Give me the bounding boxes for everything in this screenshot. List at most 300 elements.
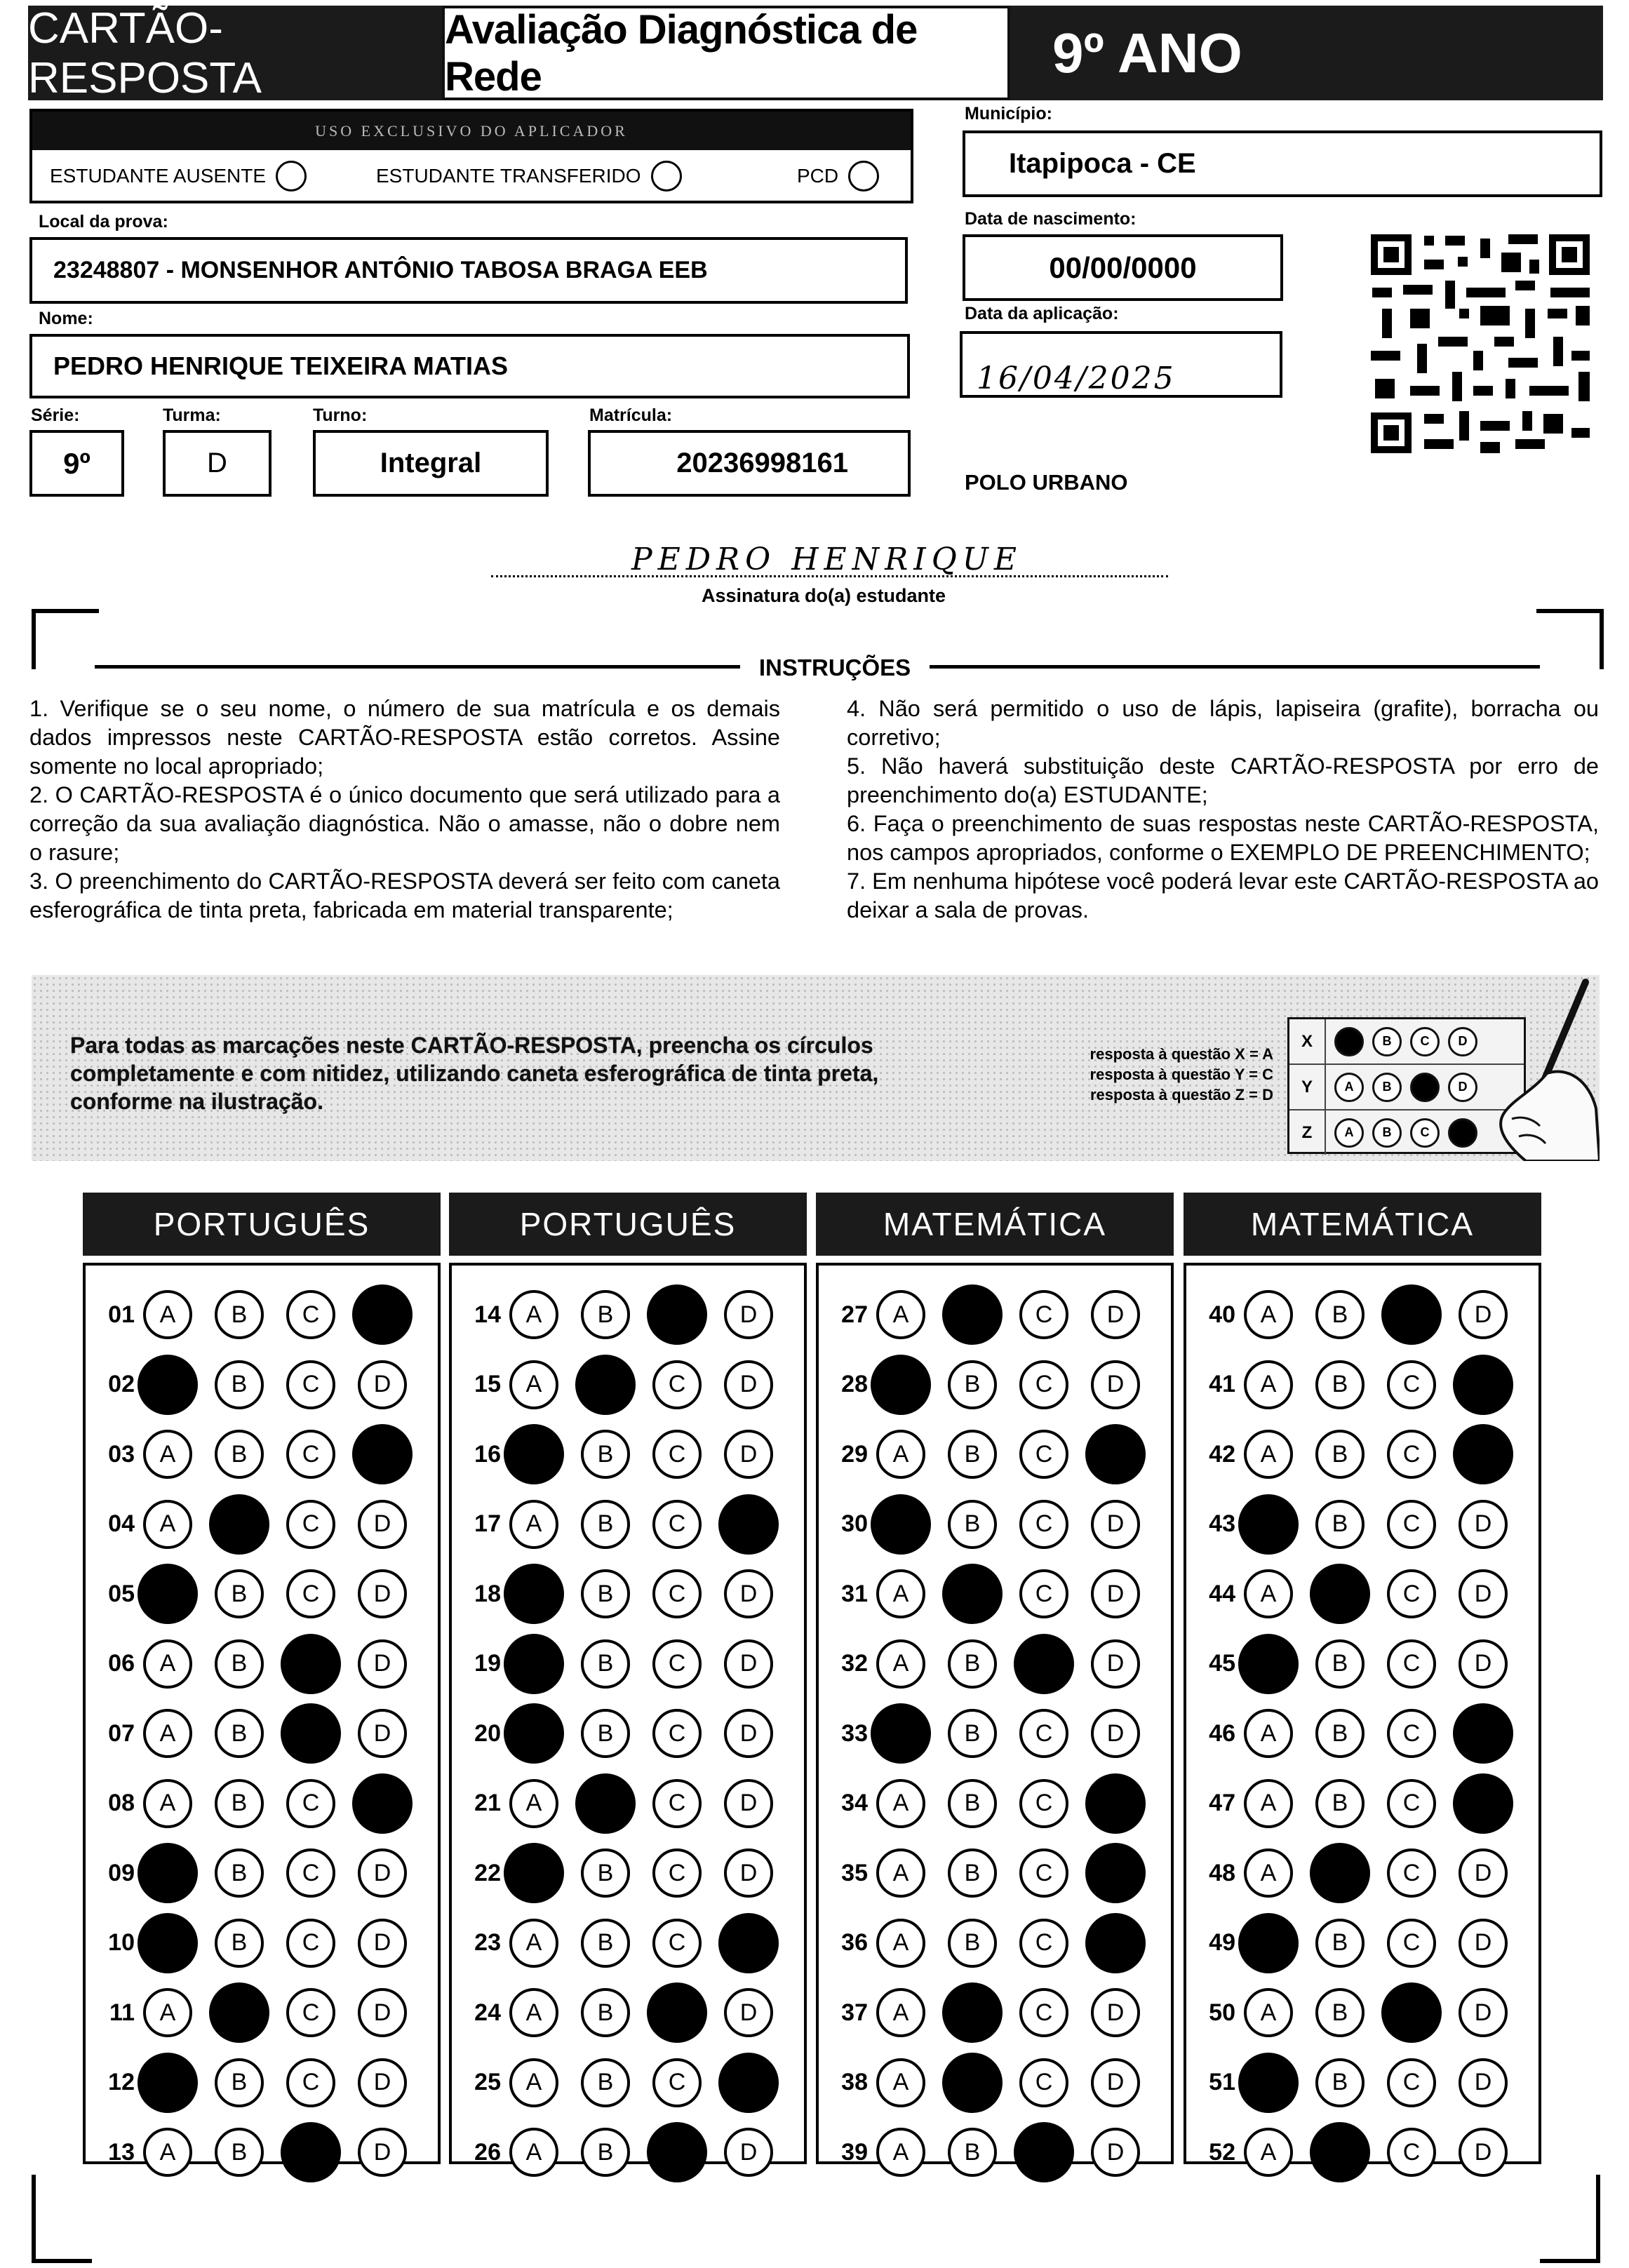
question-number: 28 — [841, 1371, 868, 1397]
answer-bubble-b[interactable]: B — [215, 1639, 264, 1689]
answer-bubble-d[interactable]: D — [724, 1569, 773, 1618]
answer-bubble-a[interactable]: A — [1244, 1709, 1293, 1758]
answer-bubble-b[interactable]: B — [948, 1360, 997, 1409]
answer-bubble-c[interactable]: C — [1019, 2058, 1068, 2107]
answer-bubble-d[interactable]: D — [1091, 1988, 1140, 2037]
answer-bubble-a[interactable]: A — [1244, 1430, 1293, 1479]
answer-bubble-d[interactable]: D — [1091, 2128, 1140, 2177]
answer-bubble-c[interactable]: C — [1387, 1430, 1436, 1479]
question-row — [86, 1915, 438, 1971]
answer-bubble-c[interactable]: C — [652, 1709, 702, 1758]
answer-bubble-d-filled[interactable] — [1453, 1355, 1513, 1415]
answer-bubble-a-filled[interactable] — [504, 1843, 564, 1903]
answer-bubble-b[interactable]: B — [581, 1639, 630, 1689]
answer-bubble-d[interactable]: D — [358, 1919, 407, 1968]
answer-bubble-a[interactable]: A — [876, 1988, 925, 2037]
answer-bubble-a[interactable]: A — [876, 1290, 925, 1339]
answer-bubble-b[interactable]: B — [948, 1919, 997, 1968]
answer-bubble-b[interactable]: B — [1315, 1639, 1365, 1689]
answer-bubble-b-filled[interactable] — [575, 1773, 636, 1834]
answer-bubble-b[interactable]: B — [581, 1569, 630, 1618]
answer-bubble-c[interactable]: C — [286, 1919, 335, 1968]
answer-bubble-b[interactable]: B — [1315, 1988, 1365, 2037]
example-bubble-c: C — [1410, 1118, 1440, 1148]
answer-bubble-a[interactable]: A — [509, 1779, 558, 1828]
answer-bubble-d[interactable]: D — [1459, 2058, 1508, 2107]
answer-column — [83, 1263, 441, 2164]
answer-bubble-d[interactable]: D — [1459, 1569, 1508, 1618]
answer-bubble-c[interactable]: C — [1387, 1779, 1436, 1828]
answer-bubble-d-filled[interactable] — [1085, 1773, 1146, 1834]
question-row — [452, 2055, 804, 2111]
instruction-2: 2. O CARTÃO-RESPOSTA é o único documento que será utilizado para a correção da sua avaliação diagnóstica. Não o amasse, não o dobre nem o rasure; — [29, 782, 780, 865]
example-legend-y: resposta à questão Y = C — [1090, 1066, 1273, 1083]
answer-bubble-d[interactable]: D — [358, 1988, 407, 2037]
answer-bubble-c[interactable]: C — [1019, 1988, 1068, 2037]
instruction-1: 1. Verifique se o seu nome, o número de sua matrícula e os demais dados impressos neste CARTÃO-RESPOSTA estão corretos. Assine somente no local apropriado; — [29, 696, 780, 779]
answer-bubble-d[interactable]: D — [724, 1779, 773, 1828]
answer-bubble-d-filled[interactable] — [1453, 1773, 1513, 1834]
answer-bubble-b-filled[interactable] — [1310, 1564, 1370, 1624]
answer-bubble-a[interactable]: A — [876, 1919, 925, 1968]
question-row — [819, 1985, 1171, 2041]
answer-bubble-d-filled[interactable] — [1453, 1703, 1513, 1764]
answer-bubble-a[interactable]: A — [876, 1779, 925, 1828]
question-row — [819, 1776, 1171, 1832]
answer-bubble-a[interactable]: A — [876, 1639, 925, 1689]
grade-title: 9º ANO — [1010, 6, 1603, 100]
question-number: 03 — [108, 1440, 135, 1468]
turno-label: Turno: — [313, 405, 368, 425]
answer-bubble-d[interactable]: D — [358, 1848, 407, 1898]
question-number: 21 — [474, 1790, 501, 1816]
answer-bubble-c[interactable]: C — [652, 1779, 702, 1828]
answer-bubble-d[interactable]: D — [724, 1430, 773, 1479]
answer-bubble-d[interactable]: D — [358, 1500, 407, 1549]
answer-bubble-d[interactable]: D — [724, 1290, 773, 1339]
question-number: 17 — [474, 1510, 501, 1537]
answer-bubble-b[interactable]: B — [1315, 1360, 1365, 1409]
question-number: 25 — [474, 2069, 501, 2095]
answer-bubble-b[interactable]: B — [215, 1430, 264, 1479]
answer-bubble-b-filled[interactable] — [942, 1982, 1003, 2043]
answer-bubble-c[interactable]: C — [1019, 1779, 1068, 1828]
question-number: 06 — [108, 1650, 135, 1677]
example-legend-z: resposta à questão Z = D — [1090, 1086, 1273, 1103]
answer-bubble-c-filled[interactable] — [1381, 1284, 1442, 1345]
answer-bubble-c[interactable]: C — [1019, 1290, 1068, 1339]
question-row — [1186, 1566, 1538, 1622]
answer-bubble-a-filled[interactable] — [504, 1424, 564, 1484]
answer-bubble-c[interactable]: C — [1019, 1919, 1068, 1968]
question-number: 52 — [1209, 2138, 1235, 2166]
question-row — [86, 1636, 438, 1692]
question-row — [1186, 1287, 1538, 1343]
answer-bubble-b[interactable]: B — [215, 2128, 264, 2177]
answer-bubble-d[interactable]: D — [358, 1360, 407, 1409]
answer-bubble-c-filled[interactable] — [281, 2122, 341, 2182]
local-label: Local da prova: — [39, 212, 168, 232]
answer-bubble-b-filled[interactable] — [942, 1284, 1003, 1345]
answer-bubble-c[interactable]: C — [652, 1500, 702, 1549]
answer-bubble-b[interactable]: B — [581, 1988, 630, 2037]
question-number: 16 — [474, 1440, 501, 1468]
answer-bubble-a[interactable]: A — [876, 1430, 925, 1479]
question-number: 41 — [1209, 1371, 1235, 1397]
question-row — [452, 1496, 804, 1552]
answer-bubble-d[interactable]: D — [1459, 1919, 1508, 1968]
instruction-7: 7. Em nenhuma hipótese você poderá levar este CARTÃO-RESPOSTA ao deixar a sala de provas. — [847, 868, 1599, 922]
answer-bubble-a[interactable]: A — [876, 2058, 925, 2107]
pcd-radio[interactable] — [848, 161, 879, 192]
answer-bubble-d-filled[interactable] — [352, 1424, 413, 1484]
answer-bubble-b[interactable]: B — [581, 1709, 630, 1758]
question-number: 10 — [108, 1929, 135, 1956]
question-row — [819, 1496, 1171, 1552]
answer-bubble-c[interactable]: C — [286, 2058, 335, 2107]
answer-bubble-b-filled[interactable] — [942, 1564, 1003, 1624]
question-row — [819, 2124, 1171, 2180]
question-number: 27 — [841, 1301, 868, 1328]
answer-bubble-a-filled[interactable] — [138, 1843, 198, 1903]
transferred-option[interactable] — [376, 161, 682, 192]
question-row — [452, 1357, 804, 1413]
answer-bubble-a[interactable]: A — [1244, 1848, 1293, 1898]
example-row-label: X — [1289, 1019, 1326, 1063]
answer-bubble-c-filled[interactable] — [1014, 1634, 1074, 1694]
answer-bubble-b-filled[interactable] — [209, 1982, 269, 2043]
question-number: 11 — [109, 1999, 135, 2026]
answer-bubble-a[interactable]: A — [1244, 1779, 1293, 1828]
question-row — [86, 1845, 438, 1901]
answer-bubble-d[interactable]: D — [1091, 1290, 1140, 1339]
answer-bubble-a-filled[interactable] — [1238, 1634, 1299, 1694]
answer-bubble-c[interactable]: C — [652, 1919, 702, 1968]
answer-bubble-d-filled[interactable] — [352, 1773, 413, 1834]
answer-bubble-a-filled[interactable] — [504, 1634, 564, 1694]
application-date-handwritten: 16/04/2025 — [977, 361, 1176, 396]
question-number: 22 — [474, 1859, 501, 1886]
answer-bubble-b[interactable]: B — [215, 1709, 264, 1758]
answer-bubble-a[interactable]: A — [876, 2128, 925, 2177]
answer-bubble-a-filled[interactable] — [138, 2053, 198, 2113]
question-row — [452, 1705, 804, 1762]
answer-bubble-a-filled[interactable] — [1238, 1913, 1299, 1973]
answer-bubble-a[interactable]: A — [876, 1848, 925, 1898]
answer-bubble-d[interactable]: D — [1459, 2128, 1508, 2177]
question-number: 07 — [108, 1719, 135, 1747]
answer-bubble-c[interactable]: C — [652, 1360, 702, 1409]
answer-bubble-a-filled[interactable] — [871, 1494, 931, 1555]
answer-bubble-b[interactable]: B — [215, 1290, 264, 1339]
subject-header: MATEMÁTICA — [1184, 1193, 1541, 1256]
answer-bubble-c[interactable]: C — [286, 1430, 335, 1479]
answer-bubble-b-filled[interactable] — [1310, 1843, 1370, 1903]
answer-bubble-b[interactable]: B — [581, 1848, 630, 1898]
example-bubble-d: D — [1448, 1118, 1477, 1148]
answer-bubble-c[interactable]: C — [286, 1569, 335, 1618]
answer-bubble-d[interactable]: D — [358, 2058, 407, 2107]
answer-bubble-c[interactable]: C — [286, 1290, 335, 1339]
answer-bubble-b[interactable]: B — [581, 1500, 630, 1549]
official-use-box — [29, 109, 913, 203]
question-number: 37 — [841, 1999, 868, 2026]
answer-bubble-c[interactable]: C — [1387, 2128, 1436, 2177]
question-number: 38 — [841, 2069, 868, 2095]
answer-bubble-d[interactable]: D — [724, 1709, 773, 1758]
answer-bubble-d[interactable]: D — [1459, 1848, 1508, 1898]
question-row — [452, 1636, 804, 1692]
answer-bubble-b[interactable]: B — [1315, 1919, 1365, 1968]
example-bubble-d: D — [1448, 1027, 1477, 1056]
answer-bubble-c-filled[interactable] — [647, 1284, 707, 1345]
answer-bubble-b[interactable]: B — [581, 2128, 630, 2177]
answer-bubble-d-filled[interactable] — [718, 1494, 779, 1555]
example-row-label: Y — [1289, 1065, 1326, 1109]
question-row — [86, 1287, 438, 1343]
answer-bubble-d-filled[interactable] — [352, 1284, 413, 1345]
question-row — [1186, 1426, 1538, 1482]
transferred-radio[interactable] — [651, 161, 682, 192]
answer-bubble-c-filled[interactable] — [1381, 1982, 1442, 2043]
example-legend-x: resposta à questão X = A — [1090, 1045, 1273, 1063]
answer-bubble-c-filled[interactable] — [647, 2122, 707, 2182]
answer-bubble-c[interactable]: C — [1019, 1430, 1068, 1479]
answer-bubble-c[interactable]: C — [652, 1430, 702, 1479]
answer-bubble-c[interactable]: C — [652, 1639, 702, 1689]
answer-bubble-d-filled[interactable] — [1085, 1843, 1146, 1903]
answer-bubble-c[interactable]: C — [1387, 1709, 1436, 1758]
question-number: 32 — [841, 1650, 868, 1677]
answer-bubble-a[interactable]: A — [509, 2128, 558, 2177]
answer-bubble-d[interactable]: D — [1091, 2058, 1140, 2107]
answer-bubble-a-filled[interactable] — [871, 1703, 931, 1764]
answer-bubble-b[interactable]: B — [948, 1848, 997, 1898]
answer-bubble-a[interactable]: A — [509, 1988, 558, 2037]
answer-bubble-c[interactable]: C — [286, 1848, 335, 1898]
answer-bubble-d[interactable]: D — [1091, 1360, 1140, 1409]
answer-bubble-a[interactable]: A — [509, 1919, 558, 1968]
question-number: 50 — [1209, 1999, 1235, 2026]
answer-bubble-d[interactable]: D — [1459, 1639, 1508, 1689]
question-row — [1186, 1776, 1538, 1832]
question-number: 47 — [1209, 1790, 1235, 1816]
answer-bubble-d[interactable]: D — [724, 1639, 773, 1689]
question-row — [452, 1985, 804, 2041]
answer-bubble-d[interactable]: D — [358, 2128, 407, 2177]
answer-bubble-b[interactable]: B — [1315, 2058, 1365, 2107]
question-number: 12 — [108, 2069, 135, 2095]
answer-bubble-c[interactable]: C — [652, 1848, 702, 1898]
answer-bubble-a[interactable]: A — [143, 1709, 192, 1758]
answer-bubble-b[interactable]: B — [581, 1919, 630, 1968]
question-row — [819, 1357, 1171, 1413]
answer-bubble-b[interactable]: B — [215, 1360, 264, 1409]
question-number: 39 — [841, 2138, 868, 2166]
answer-bubble-c[interactable]: C — [1387, 1919, 1436, 1968]
answer-bubble-a-filled[interactable] — [138, 1913, 198, 1973]
answer-bubble-c[interactable]: C — [1387, 1848, 1436, 1898]
subject-header: PORTUGUÊS — [83, 1193, 441, 1256]
answer-bubble-b[interactable]: B — [581, 1430, 630, 1479]
answer-bubble-c[interactable]: C — [286, 1360, 335, 1409]
answer-bubble-d-filled[interactable] — [1453, 1424, 1513, 1484]
answer-bubble-b[interactable]: B — [948, 1779, 997, 1828]
answer-bubble-b-filled[interactable] — [575, 1355, 636, 1415]
answer-bubble-b-filled[interactable] — [209, 1494, 269, 1555]
answer-bubble-a-filled[interactable] — [1238, 1494, 1299, 1555]
answer-bubble-c[interactable]: C — [1019, 1848, 1068, 1898]
answer-bubble-a[interactable]: A — [509, 1360, 558, 1409]
instructions-right — [847, 695, 1599, 925]
example-legend — [958, 1044, 1273, 1105]
birth-field: 00/00/0000 — [963, 234, 1283, 301]
serie-field: 9º — [29, 430, 124, 497]
answer-bubble-d[interactable]: D — [724, 1360, 773, 1409]
answer-bubble-a[interactable]: A — [1244, 2128, 1293, 2177]
answer-bubble-b[interactable]: B — [948, 2128, 997, 2177]
answer-bubble-a[interactable]: A — [143, 2128, 192, 2177]
question-number: 46 — [1209, 1719, 1235, 1747]
question-number: 45 — [1209, 1650, 1235, 1677]
answer-bubble-a[interactable]: A — [143, 1988, 192, 2037]
answer-bubble-d[interactable]: D — [724, 1848, 773, 1898]
answer-bubble-d[interactable]: D — [1459, 1290, 1508, 1339]
answer-bubble-c[interactable]: C — [1387, 1569, 1436, 1618]
answer-bubble-b[interactable]: B — [581, 1290, 630, 1339]
answer-bubble-b[interactable]: B — [1315, 1709, 1365, 1758]
answer-bubble-a[interactable]: A — [143, 1639, 192, 1689]
signature-label: Assinatura do(a) estudante — [702, 585, 946, 606]
answer-bubble-c[interactable]: C — [286, 1779, 335, 1828]
answer-bubble-a-filled[interactable] — [504, 1564, 564, 1624]
answer-bubble-c[interactable]: C — [1387, 1360, 1436, 1409]
answer-bubble-b[interactable]: B — [1315, 1500, 1365, 1549]
example-bubble-b: B — [1372, 1027, 1402, 1056]
example-bubble-c: C — [1410, 1073, 1440, 1102]
answer-bubble-b-filled[interactable] — [942, 2053, 1003, 2113]
question-number: 42 — [1209, 1440, 1235, 1468]
answer-bubble-d-filled[interactable] — [1085, 1424, 1146, 1484]
question-row — [819, 1915, 1171, 1971]
answer-bubble-b[interactable]: B — [215, 1848, 264, 1898]
answer-bubble-a[interactable]: A — [143, 1290, 192, 1339]
answer-bubble-a-filled[interactable] — [504, 1703, 564, 1764]
absent-radio[interactable] — [276, 161, 307, 192]
answer-bubble-a-filled[interactable] — [1238, 2053, 1299, 2113]
answer-bubble-a[interactable]: A — [143, 1430, 192, 1479]
answer-bubble-c[interactable]: C — [1387, 2058, 1436, 2107]
answer-bubble-b[interactable]: B — [215, 1919, 264, 1968]
question-number: 44 — [1209, 1580, 1235, 1607]
answer-bubble-c-filled[interactable] — [281, 1634, 341, 1694]
answer-bubble-d[interactable]: D — [358, 1709, 407, 1758]
answer-bubble-c[interactable]: C — [1019, 1360, 1068, 1409]
question-number: 05 — [108, 1580, 135, 1607]
answer-bubble-d[interactable]: D — [358, 1569, 407, 1618]
answer-bubble-b[interactable]: B — [1315, 1779, 1365, 1828]
question-row — [819, 1636, 1171, 1692]
answer-bubble-d[interactable]: D — [1091, 1500, 1140, 1549]
answer-bubble-b[interactable]: B — [215, 1779, 264, 1828]
answer-bubble-d[interactable]: D — [1459, 1500, 1508, 1549]
application-date-field[interactable] — [960, 331, 1282, 398]
answer-bubble-b[interactable]: B — [948, 1430, 997, 1479]
answer-bubble-c[interactable]: C — [1019, 1569, 1068, 1618]
question-row — [1186, 1705, 1538, 1762]
answer-bubble-c[interactable]: C — [1019, 1709, 1068, 1758]
answer-bubble-a[interactable]: A — [509, 1290, 558, 1339]
answer-bubble-c[interactable]: C — [1387, 1639, 1436, 1689]
answer-bubble-d[interactable]: D — [1091, 1709, 1140, 1758]
answer-bubble-d-filled[interactable] — [718, 1913, 779, 1973]
answer-bubble-b[interactable]: B — [1315, 1430, 1365, 1479]
answer-bubble-a[interactable]: A — [509, 1500, 558, 1549]
answer-bubble-d[interactable]: D — [358, 1639, 407, 1689]
answer-bubble-a[interactable]: A — [143, 1500, 192, 1549]
answer-bubble-c[interactable]: C — [286, 1500, 335, 1549]
answer-bubble-c[interactable]: C — [1387, 1500, 1436, 1549]
answer-column — [816, 1263, 1174, 2164]
answer-bubble-c[interactable]: C — [1019, 1500, 1068, 1549]
answer-bubble-c[interactable]: C — [652, 2058, 702, 2107]
answer-bubble-b[interactable]: B — [215, 1569, 264, 1618]
answer-bubble-b[interactable]: B — [215, 2058, 264, 2107]
answer-bubble-c[interactable]: C — [286, 1988, 335, 2037]
answer-bubble-a-filled[interactable] — [138, 1355, 198, 1415]
question-number: 20 — [474, 1719, 501, 1747]
answer-bubble-d[interactable]: D — [1091, 1639, 1140, 1689]
answer-bubble-b-filled[interactable] — [1310, 2122, 1370, 2182]
answer-bubble-a[interactable]: A — [1244, 1569, 1293, 1618]
answer-bubble-d[interactable]: D — [1459, 1988, 1508, 2037]
answer-bubble-d-filled[interactable] — [718, 2053, 779, 2113]
answer-bubble-b[interactable]: B — [948, 1709, 997, 1758]
answer-bubble-c-filled[interactable] — [647, 1982, 707, 2043]
question-number: 13 — [108, 2138, 135, 2166]
answer-bubble-d[interactable]: D — [724, 2128, 773, 2177]
answer-bubble-b[interactable]: B — [581, 2058, 630, 2107]
answer-bubble-a[interactable]: A — [876, 1569, 925, 1618]
question-row — [86, 1985, 438, 2041]
answer-bubble-a[interactable]: A — [1244, 1360, 1293, 1409]
question-number: 26 — [474, 2138, 501, 2166]
answer-bubble-b[interactable]: B — [948, 1500, 997, 1549]
local-field: 23248807 - MONSENHOR ANTÔNIO TABOSA BRAGA EEB — [29, 237, 908, 304]
birth-label: Data de nascimento: — [965, 209, 1137, 229]
pcd-option[interactable] — [797, 161, 879, 192]
answer-bubble-b[interactable]: B — [1315, 1290, 1365, 1339]
answer-bubble-d[interactable]: D — [724, 1988, 773, 2037]
question-number: 01 — [108, 1301, 135, 1328]
answer-bubble-c[interactable]: C — [652, 1569, 702, 1618]
answer-bubble-b[interactable]: B — [948, 1639, 997, 1689]
answer-bubble-c-filled[interactable] — [281, 1703, 341, 1764]
answer-bubble-a-filled[interactable] — [871, 1355, 931, 1415]
answer-bubble-c-filled[interactable] — [1014, 2122, 1074, 2182]
answer-bubble-a[interactable]: A — [143, 1779, 192, 1828]
answer-bubble-d-filled[interactable] — [1085, 1913, 1146, 1973]
absent-option[interactable] — [50, 161, 307, 192]
answer-bubble-a-filled[interactable] — [138, 1564, 198, 1624]
example-bubble-c: C — [1410, 1027, 1440, 1056]
question-row — [1186, 1985, 1538, 2041]
answer-bubble-d[interactable]: D — [1091, 1569, 1140, 1618]
answer-bubble-a[interactable]: A — [1244, 1290, 1293, 1339]
answer-bubble-a[interactable]: A — [509, 2058, 558, 2107]
example-row-label: Z — [1289, 1110, 1326, 1155]
answer-bubble-a[interactable]: A — [1244, 1988, 1293, 2037]
